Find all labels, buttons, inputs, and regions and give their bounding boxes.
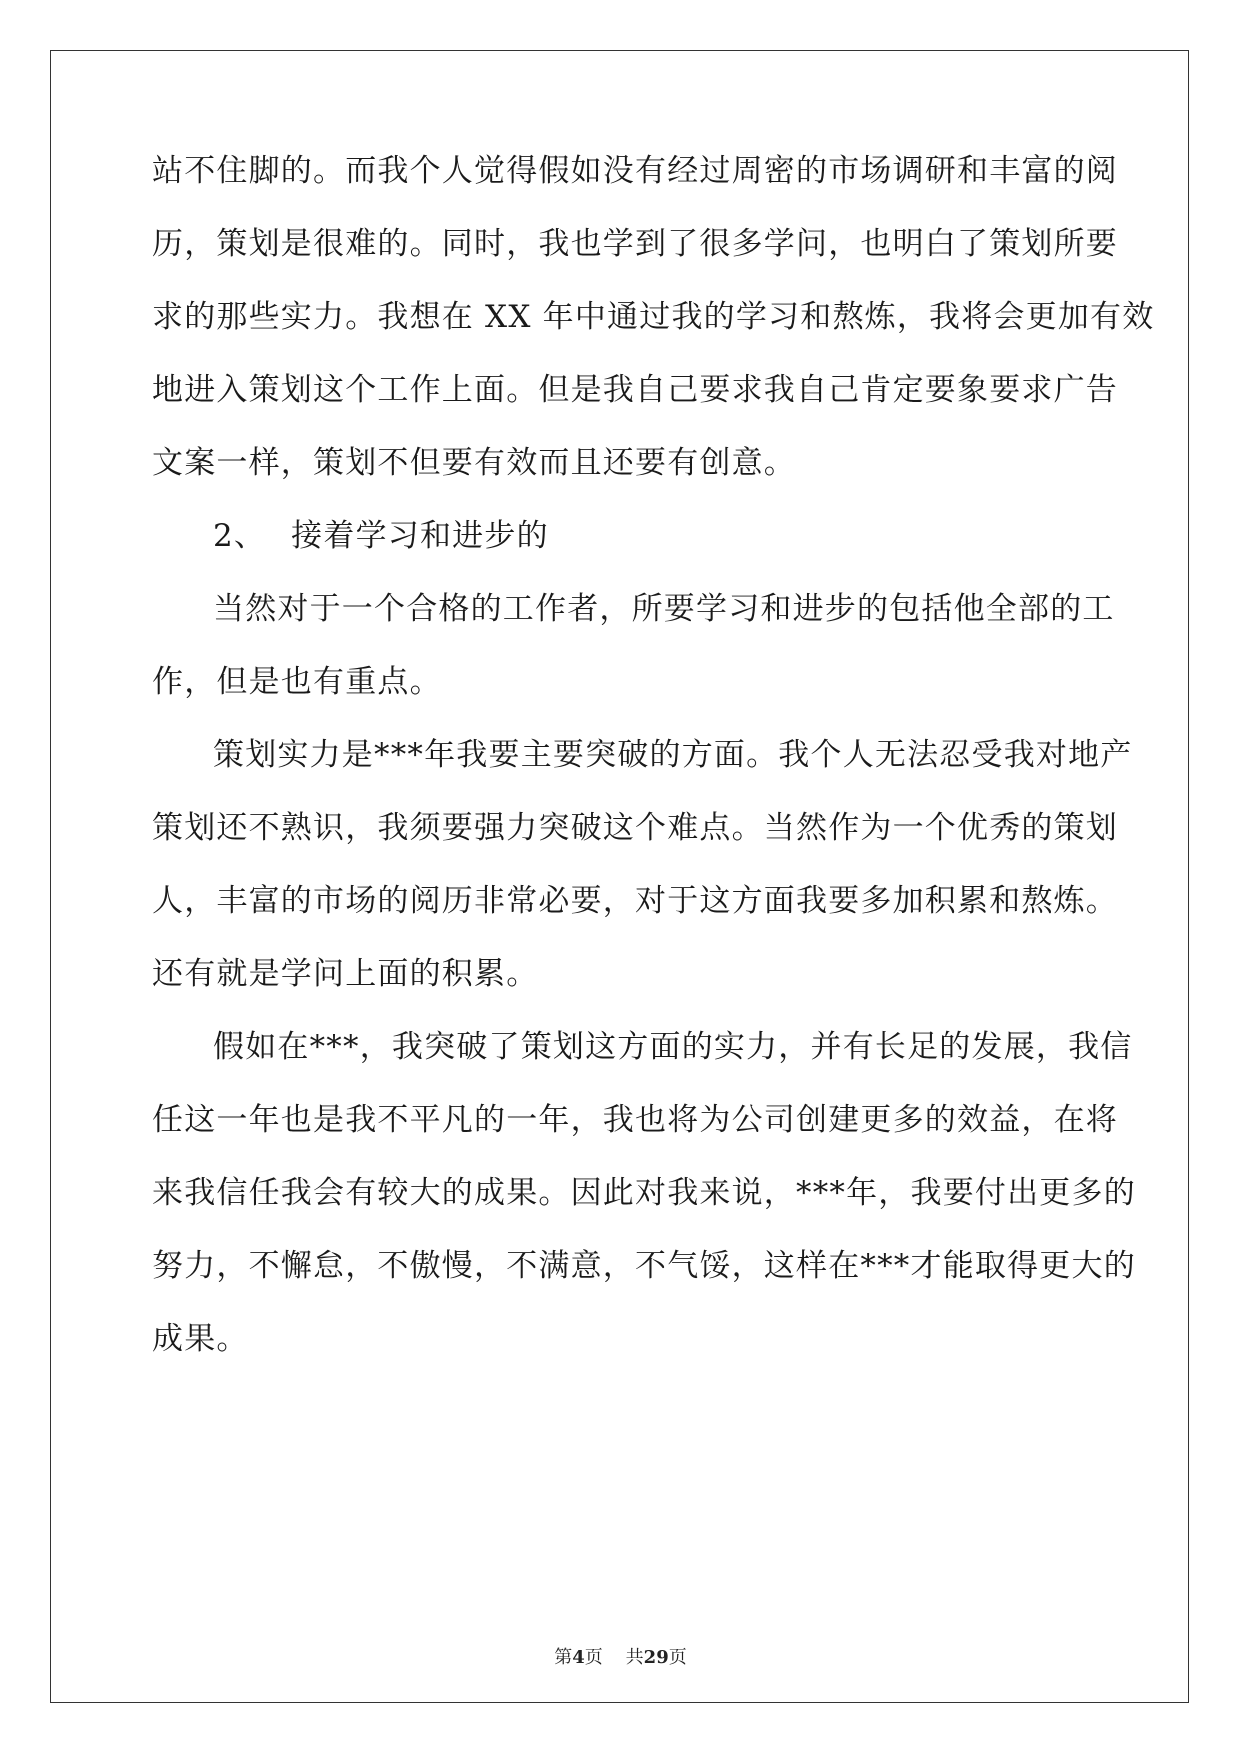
text-line: 作，但是也有重点。 — [152, 664, 442, 700]
text-line: 文案一样，策划不但要有效而且还要有创意。 — [152, 445, 796, 481]
text-line: 历，策划是很难的。同时，我也学到了很多学问，也明白了策划所要 — [152, 226, 1118, 262]
text-line: 努力，不懈怠，不傲慢，不满意，不气馁，这样在***才能取得更大的 — [152, 1248, 1136, 1284]
text-line: 成果。 — [152, 1321, 249, 1357]
text-line: 策划还不熟识，我须要强力突破这个难点。当然作为一个优秀的策划 — [152, 810, 1118, 846]
section-heading: 2、 接着学习和进步的 — [213, 518, 549, 554]
text-line: 来我信任我会有较大的成果。因此对我来说，***年，我要付出更多的 — [152, 1175, 1136, 1211]
footer-prefix: 第 — [554, 1647, 573, 1668]
text-line: 策划实力是***年我要主要突破的方面。我个人无法忍受我对地产 — [213, 737, 1133, 773]
footer-total-suffix: 页 — [668, 1647, 687, 1668]
text-line: 任这一年也是我不平凡的一年，我也将为公司创建更多的效益，在将 — [152, 1102, 1118, 1138]
text-line: 地进入策划这个工作上面。但是我自己要求我自己肯定要象要求广告 — [152, 372, 1118, 408]
footer-page-suffix: 页 — [584, 1647, 603, 1668]
text-line: 人，丰富的市场的阅历非常必要，对于这方面我要多加积累和熬炼。 — [152, 883, 1118, 919]
text-line: 求的那些实力。我想在 XX 年中通过我的学习和熬炼，我将会更加有效 — [152, 299, 1155, 335]
text-line: 假如在***，我突破了策划这方面的实力，并有长足的发展，我信 — [213, 1029, 1133, 1065]
text-line: 当然对于一个合格的工作者，所要学习和进步的包括他全部的工 — [213, 591, 1115, 627]
total-pages: 29 — [643, 1647, 669, 1668]
text-line: 站不住脚的。而我个人觉得假如没有经过周密的市场调研和丰富的阅 — [152, 153, 1118, 189]
text-line: 还有就是学问上面的积累。 — [152, 956, 539, 992]
page-number: 4 — [572, 1647, 585, 1668]
footer-total-prefix: 共 — [625, 1647, 644, 1668]
page-footer — [0, 1643, 1241, 1669]
